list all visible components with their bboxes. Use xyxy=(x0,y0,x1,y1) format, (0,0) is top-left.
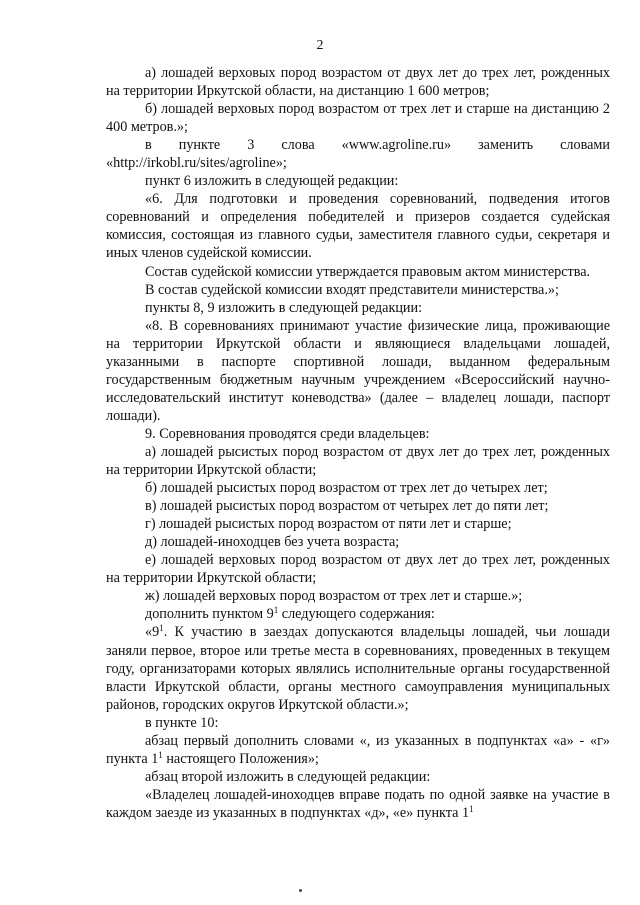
paragraph xyxy=(106,732,610,768)
paragraph-text: б) лошадей верховых пород возрастом от трех лет и старше на дистанцию 2 400 метров.»; xyxy=(106,101,610,136)
paragraph xyxy=(106,64,610,100)
paragraph-text-continued: . К участию в заездах допускаются владельцы лошадей, чьи лошади заняли первое, второе или третье места в соревнованиях, проведенных в текущем году, организаторами которых являлись исполнительные органы государственной власти Иркутской области, органы местного самоуправления муниципальных районов, городских округов Иркутской области.»; xyxy=(106,624,610,713)
paragraph xyxy=(106,443,610,479)
paragraph xyxy=(106,172,610,190)
paragraph xyxy=(106,714,610,732)
paragraph xyxy=(106,263,610,281)
paragraph-text: «9 xyxy=(145,624,160,641)
paragraph-text: ж) лошадей верховых пород возрастом от трех лет и старше.»; xyxy=(145,588,523,605)
scan-artifact-dot xyxy=(299,889,302,892)
paragraph-text: в) лошадей рысистых пород возрастом от четырех лет до пяти лет; xyxy=(145,498,549,515)
paragraph-text: дополнить пунктом 9 xyxy=(145,606,274,623)
paragraph-text: абзац первый дополнить словами «, из указанных в подпунктах «а» - «г» пункта 1 xyxy=(106,732,610,767)
paragraph xyxy=(106,479,610,497)
paragraph xyxy=(106,281,610,299)
paragraph xyxy=(106,623,610,713)
paragraph-text-continued: настоящего Положения»; xyxy=(162,750,319,767)
document-body xyxy=(106,64,610,822)
paragraph-text: «Владелец лошадей-иноходцев вправе подать по одной заявке на участие в каждом заезде из указанных в подпунктах «д», «е» пункта 1 xyxy=(106,786,610,821)
paragraph xyxy=(106,786,610,822)
paragraph xyxy=(106,768,610,786)
paragraph xyxy=(106,515,610,533)
paragraph xyxy=(106,136,610,172)
paragraph-text: е) лошадей верховых пород возрастом от двух лет до трех лет, рожденных на территории Иркутской области; xyxy=(106,552,610,587)
paragraph-text-continued: следующего содержания: xyxy=(278,606,435,623)
superscript-index: 1 xyxy=(158,749,163,760)
paragraph-text: а) лошадей верховых пород возрастом от двух лет до трех лет, рожденных на территории Иркутской области, на дистанцию 1 600 метров; xyxy=(106,65,610,100)
paragraph xyxy=(106,190,610,262)
paragraph-text: г) лошадей рысистых пород возрастом от пяти лет и старше; xyxy=(145,516,512,533)
superscript-index: 1 xyxy=(469,803,474,814)
superscript-index: 1 xyxy=(159,623,164,634)
paragraph-text: Состав судейской комиссии утверждается правовым актом министерства. xyxy=(145,263,591,280)
paragraph-text: 9. Соревнования проводятся среди владельцев: xyxy=(145,425,430,442)
paragraph-text: абзац второй изложить в следующей редакции: xyxy=(145,768,431,785)
paragraph-text: пункты 8, 9 изложить в следующей редакции: xyxy=(145,299,423,316)
paragraph xyxy=(106,587,610,605)
paragraph-text: пункт 6 изложить в следующей редакции: xyxy=(145,173,399,190)
paragraph xyxy=(106,100,610,136)
paragraph-text: а) лошадей рысистых пород возрастом от двух лет до трех лет, рожденных на территории Иркутской области; xyxy=(106,443,610,479)
paragraph xyxy=(106,299,610,317)
paragraph xyxy=(106,317,610,425)
page-number: 2 xyxy=(316,38,324,53)
paragraph xyxy=(106,497,610,515)
paragraph-text: б) лошадей рысистых пород возрастом от трех лет до четырех лет; xyxy=(145,480,548,497)
paragraph-text: д) лошадей-иноходцев без учета возраста; xyxy=(145,534,400,551)
paragraph-text: в пункте 10: xyxy=(145,714,219,731)
paragraph-text: в пункте 3 слова «www.agroline.ru» заменить словами «http://irkobl.ru/sites/agroline»; xyxy=(106,137,610,172)
paragraph xyxy=(106,605,610,623)
paragraph-text: В состав судейской комиссии входят представители министерства.»; xyxy=(145,281,559,298)
paragraph xyxy=(106,551,610,587)
paragraph-text: «6. Для подготовки и проведения соревнований, подведения итогов соревнований и определения победителей и призеров создается судейская комиссия, состоящая из главного судьи, заместителя главного судьи, секретаря и иных членов судейской комиссии. xyxy=(106,191,610,262)
superscript-index: 1 xyxy=(273,605,279,616)
paragraph xyxy=(106,425,610,443)
paragraph-text: «8. В соревнованиях принимают участие физические лица, проживающие на территории Иркутской области и являющиеся владельцами лошадей, указанными в паспорте спортивной лошади, выданном федеральным государственным бюджетным научным учреждением «Всероссийский научно-исследовательский институт коневодства» (далее – владелец лошади, паспорт лошади). xyxy=(106,317,610,424)
paragraph xyxy=(106,533,610,551)
